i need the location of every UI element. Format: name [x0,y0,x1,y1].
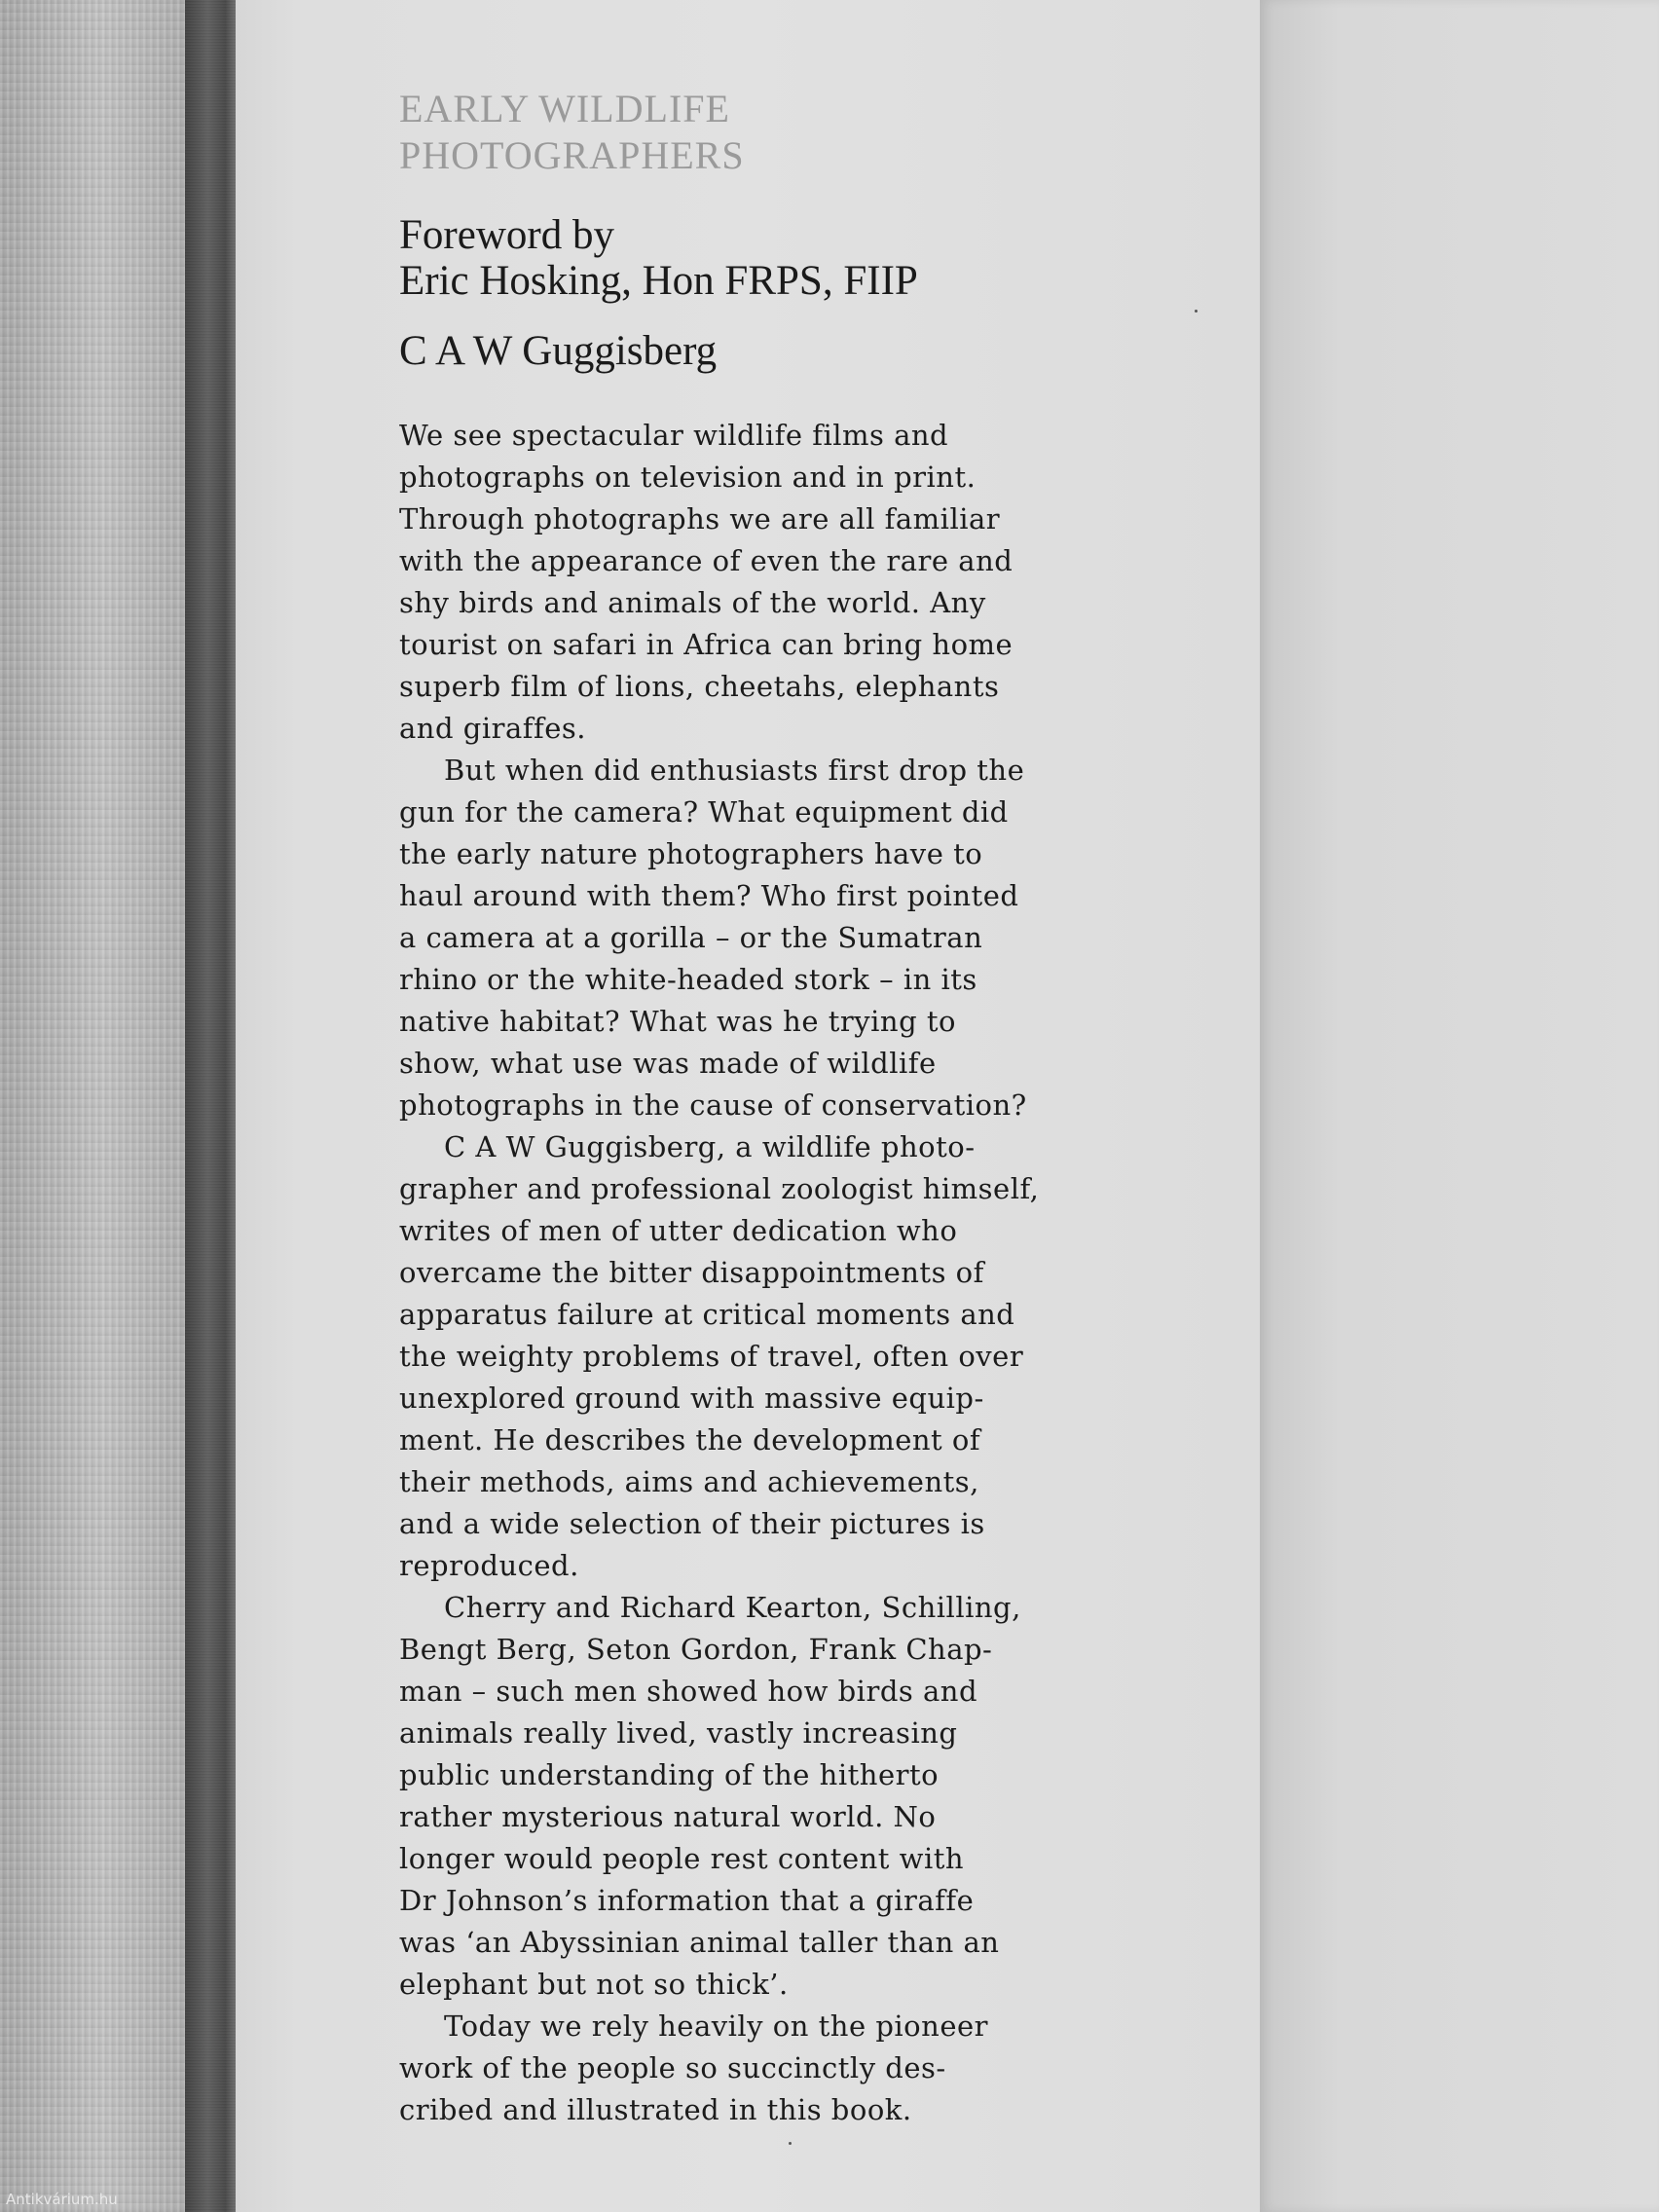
blurb-paragraph [399,415,1100,750]
text-line: cribed and illustrated in this book. [399,2093,912,2126]
text-line: unexplored ground with massive equip- [399,1382,984,1415]
text-line: shy birds and animals of the world. Any [399,586,986,619]
text-line: C A W Guggisberg, a wildlife photo- [444,1130,976,1163]
text-line: native habitat? What was he trying to [399,1005,956,1038]
text-line: Through photographs we are all familiar [399,502,1001,535]
text-line: their methods, aims and achievements, [399,1465,979,1498]
text-line: was ‘an Abyssinian animal taller than an [399,1926,1000,1959]
author-name: C A W Guggisberg [399,328,718,374]
text-line: show, what use was made of wildlife [399,1047,937,1080]
text-line: the weighty problems of travel, often over [399,1340,1024,1373]
text-line: longer would people rest content with [399,1842,965,1875]
book-title [399,86,1100,179]
text-line: photographs on television and in print. [399,461,977,494]
text-line: Cherry and Richard Kearton, Schilling, [444,1591,1021,1624]
paper-speck [789,2142,792,2145]
text-line: superb film of lions, cheetahs, elephants [399,670,1000,703]
text-line: Dr Johnson’s information that a giraffe [399,1884,975,1917]
text-line: work of the people so succinctly des- [399,2051,946,2084]
text-line: tourist on safari in Africa can bring home [399,628,1014,661]
text-line: writes of men of utter dedication who [399,1214,958,1247]
paper-speck [1195,310,1198,313]
text-line: elephant but not so thick’. [399,1968,789,2001]
blurb-paragraph [399,1126,1100,1587]
text-line: rather mysterious natural world. No [399,1800,937,1833]
text-line: a camera at a gorilla – or the Sumatran [399,921,983,954]
text-line: public understanding of the hitherto [399,1758,940,1791]
book-spine [185,0,236,2212]
blurb-paragraph [399,1587,1100,2006]
blurb-paragraph [399,750,1100,1126]
blurb-text [399,415,1100,2131]
text-line: and giraffes. [399,712,586,745]
text-line: photographs in the cause of conservation? [399,1088,1027,1122]
text-line: ment. He describes the development of [399,1423,981,1456]
text-line: the early nature photographers have to [399,837,983,870]
book-title-line: EARLY WILDLIFE [399,87,730,130]
text-line: We see spectacular wildlife films and [399,419,949,452]
text-line: Bengt Berg, Seton Gordon, Frank Chap- [399,1633,993,1666]
flap-text [399,86,1100,2131]
foreword-line: Eric Hosking, Hon FRPS, FIIP [399,258,918,304]
book-title-line: PHOTOGRAPHERS [399,133,745,177]
watermark: Antikvárium.hu [6,2191,118,2208]
text-line: rhino or the white-headed stork – in its [399,963,977,996]
text-line: overcame the bitter disappointments of [399,1256,984,1289]
background-paper [1260,0,1659,2212]
foreword-credit [399,212,1100,304]
foreword-line: Foreword by [399,212,614,258]
text-line: Today we rely heavily on the pioneer [444,2009,989,2043]
text-line: animals really lived, vastly increasing [399,1716,958,1750]
textured-board [0,0,185,2212]
text-line: But when did enthusiasts first drop the [444,754,1025,787]
text-line: and a wide selection of their pictures is [399,1507,985,1540]
text-line: man – such men showed how birds and [399,1675,978,1708]
text-line: gun for the camera? What equipment did [399,795,1009,829]
text-line: with the appearance of even the rare and [399,544,1014,577]
text-line: apparatus failure at critical moments and [399,1298,1015,1331]
blurb-paragraph [399,2006,1100,2131]
text-line: reproduced. [399,1549,579,1582]
text-line: haul around with them? Who first pointed [399,879,1019,912]
text-line: grapher and professional zoologist himself, [399,1172,1040,1205]
